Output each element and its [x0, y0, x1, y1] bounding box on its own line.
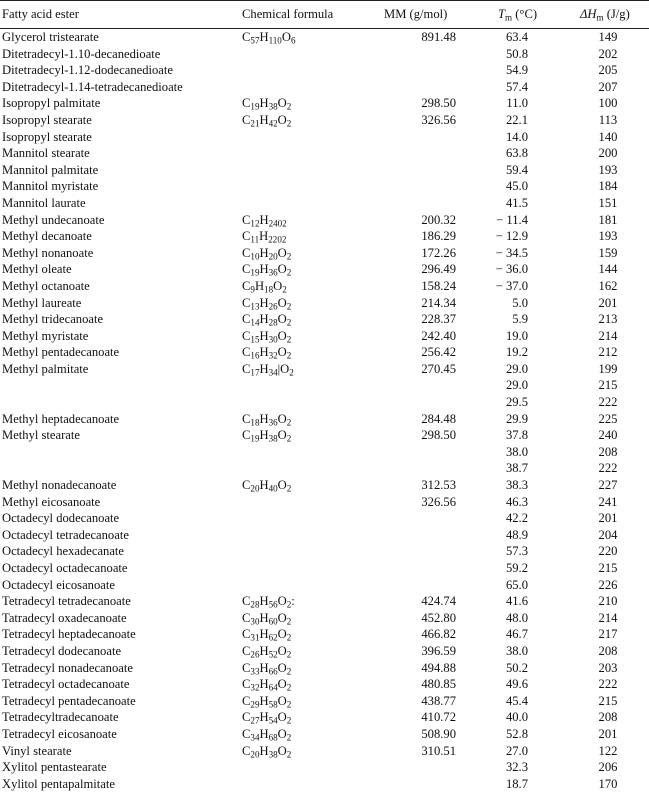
melting-temp-cell: 38.3	[505, 478, 528, 493]
enthalpy-cell: 217	[598, 627, 618, 642]
melting-temp-cell: 29.0	[505, 378, 528, 393]
molar-mass-cell: 326.56	[421, 494, 456, 509]
enthalpy-cell: 181	[598, 212, 618, 227]
formula-cell: $C_{27}H_{54}O_2$	[242, 710, 292, 726]
table-body	[0, 29, 649, 792]
enthalpy-cell: 222	[598, 677, 618, 692]
melting-temp-cell: 38.7	[505, 461, 528, 476]
ester-name-cell: Mannitol myristate	[2, 179, 99, 194]
table-row	[0, 311, 649, 328]
table-row	[0, 709, 649, 726]
table-row	[0, 245, 649, 262]
melting-temp-cell: 57.4	[505, 79, 528, 94]
ester-name-cell: Tetradecyl octadecanoate	[2, 677, 130, 692]
molar-mass-cell: 410.72	[421, 710, 456, 725]
formula-cell: $C_{20}H_{40}O_2$	[242, 478, 292, 494]
melting-temp-cell: − 36.0	[495, 262, 528, 277]
ester-name-cell: Tetradecyltradecanoate	[2, 710, 119, 725]
molar-mass-cell: 310.51	[421, 743, 456, 758]
table-row	[0, 361, 649, 378]
table-row	[0, 510, 649, 527]
ester-name-cell: Methyl myristate	[2, 328, 89, 343]
molar-mass-cell: 298.50	[421, 96, 456, 111]
table-row	[0, 726, 649, 743]
molar-mass-cell: 424.74	[421, 594, 456, 609]
molar-mass-cell: 256.42	[421, 345, 456, 360]
formula-cell: $C_{33}H_{66}O_2$	[242, 660, 292, 676]
melting-temp-cell: 18.7	[505, 776, 528, 791]
melting-temp-cell: 57.3	[505, 544, 528, 559]
formula-cell: $C_{20}H_{38}O_2$	[242, 743, 292, 759]
formula-cell: $C_{28}H_{56}O_2$:	[242, 594, 295, 610]
molar-mass-cell: 158.24	[421, 278, 456, 293]
ester-name-cell: Octadecyl hexadecanate	[2, 544, 125, 559]
molar-mass-cell: 270.45	[421, 361, 456, 376]
header-dh	[580, 1, 630, 28]
molar-mass-cell: 242.40	[421, 328, 456, 343]
header-row	[0, 1, 649, 28]
ester-name-cell: Mannitol stearate	[2, 146, 90, 161]
melting-temp-cell: 59.2	[505, 561, 528, 575]
melting-temp-cell: 40.0	[505, 710, 528, 725]
melting-temp-cell: 27.0	[505, 743, 528, 758]
enthalpy-cell: 201	[598, 295, 618, 310]
enthalpy-cell: 162	[598, 278, 618, 293]
enthalpy-cell: 222	[598, 461, 618, 476]
ester-name-cell: Methyl octanoate	[2, 278, 90, 293]
table-row	[0, 693, 649, 710]
melting-temp-cell: 29.0	[505, 361, 528, 376]
enthalpy-cell: 208	[598, 643, 618, 658]
table-row	[0, 295, 649, 312]
molar-mass-cell: 200.32	[421, 212, 456, 227]
melting-temp-cell: 63.8	[505, 146, 528, 161]
formula-cell: $C_{19}H_{38}O_2$	[242, 428, 292, 444]
enthalpy-cell: 215	[598, 693, 618, 708]
enthalpy-cell: 212	[598, 345, 618, 360]
formula-cell: $C_{21}H_{42}O_2$	[242, 112, 292, 129]
table-row	[0, 112, 649, 129]
formula-cell: $C_{11}H_{2202}$	[242, 229, 287, 245]
enthalpy-cell: 201	[598, 511, 618, 526]
melting-temp-cell: 22.1	[505, 112, 528, 127]
formula-cell: $C_{13}H_{26}O_2$	[242, 295, 292, 311]
table-row	[0, 444, 649, 461]
melting-temp-cell: 65.0	[505, 577, 528, 592]
ester-name-cell: Mannitol laurate	[2, 195, 86, 210]
ester-name-cell: Isopropyl palmitate	[2, 96, 101, 111]
formula-cell: $C_{30}H_{60}O_2$	[242, 610, 292, 627]
melting-temp-cell: − 12.9	[495, 229, 528, 244]
enthalpy-cell: 241	[598, 494, 618, 509]
formula-cell: $C_{17}H_{34}|O_2$	[242, 361, 294, 378]
ester-name-cell: Ditetradecyl-1.10-decanedioate	[2, 46, 161, 61]
ester-name-cell: Isopropyl stearate	[2, 112, 92, 127]
ester-name-cell: Xylitol pentastearate	[2, 760, 107, 775]
formula-cell: $C_{57}H_{110}O_6$	[242, 30, 296, 46]
enthalpy-cell: 227	[598, 478, 618, 493]
formula-cell: $C_{32}H_{64}O_2$	[242, 677, 292, 693]
table-row	[0, 95, 649, 112]
table-row	[0, 62, 649, 79]
table-row	[0, 328, 649, 345]
enthalpy-cell: 225	[598, 411, 618, 426]
table-row	[0, 626, 649, 643]
formula-cell: $C_{16}H_{32}O_2$	[242, 345, 292, 361]
molar-mass-cell: 186.29	[421, 229, 456, 244]
formula-cell: $C_{19}H_{36}O_2$	[242, 262, 292, 278]
melting-temp-cell: 50.8	[505, 46, 528, 61]
molar-mass-cell: 228.37	[421, 312, 456, 327]
enthalpy-cell: 200	[598, 146, 618, 161]
ester-name-cell: Methyl palmitate	[2, 361, 89, 376]
table-row	[0, 527, 649, 544]
ester-name-cell: Methyl undecanoate	[2, 212, 105, 227]
enthalpy-cell: 213	[598, 312, 618, 327]
molar-mass-cell: 214.34	[421, 295, 456, 310]
table-row	[0, 79, 649, 96]
molar-mass-cell: 508.90	[421, 726, 456, 741]
formula-cell: $C_{19}H_{38}O_2$	[242, 96, 292, 112]
ester-name-cell: Tatradecyl oxadecanoate	[2, 610, 127, 625]
melting-temp-cell: 46.7	[505, 627, 528, 642]
molar-mass-cell: 494.88	[421, 660, 456, 675]
header-tm	[498, 1, 537, 28]
ester-name-cell: Methyl eicosanoate	[2, 494, 101, 509]
molar-mass-cell: 298.50	[421, 428, 456, 443]
molar-mass-cell: 284.48	[421, 411, 456, 426]
enthalpy-cell: 144	[598, 262, 618, 277]
molar-mass-cell: 326.56	[421, 112, 456, 127]
table-row	[0, 593, 649, 610]
enthalpy-cell: 205	[598, 63, 618, 78]
ester-name-cell: Methyl decanoate	[2, 229, 92, 244]
ester-name-cell: Methyl nonanoate	[2, 245, 94, 260]
ester-name-cell: Xylitol pentapalmitate	[2, 776, 115, 791]
melting-temp-cell: 41.5	[505, 195, 528, 210]
ester-name-cell: Octadecyl dodecanoate	[2, 511, 120, 526]
melting-temp-cell: 38.0	[505, 444, 528, 459]
enthalpy-cell: 202	[598, 46, 618, 61]
table-row	[0, 195, 649, 212]
melting-temp-cell: − 34.5	[495, 245, 528, 260]
melting-temp-cell: 49.6	[505, 677, 528, 692]
table-row	[0, 460, 649, 477]
enthalpy-cell: 240	[598, 428, 618, 443]
melting-temp-cell: − 37.0	[495, 278, 528, 293]
enthalpy-cell: 113	[598, 112, 618, 127]
ester-name-cell: Methyl nonadecanoate	[2, 478, 117, 493]
formula-cell: $C_{10}H_{20}O_2$	[242, 245, 292, 261]
ester-name-cell: Methyl tridecanoate	[2, 312, 104, 327]
molar-mass-cell: 891.48	[421, 30, 456, 44]
melting-temp-cell: 52.8	[505, 726, 528, 741]
enthalpy-cell: 203	[598, 660, 618, 675]
table-row	[0, 228, 649, 245]
ester-name-cell: Octadecyl octadecanoate	[2, 561, 128, 575]
melting-temp-cell: 19.0	[505, 328, 528, 343]
molar-mass-cell: 438.77	[421, 693, 456, 708]
table-row	[0, 759, 649, 776]
ester-name-cell: Tetradecyl pentadecanoate	[2, 693, 136, 708]
table-row	[0, 46, 649, 63]
melting-temp-cell: 29.9	[505, 411, 528, 426]
melting-temp-cell: 54.9	[505, 63, 528, 78]
melting-temp-cell: 45.0	[505, 179, 528, 194]
melting-temp-cell: 37.8	[505, 428, 528, 443]
enthalpy-cell: 214	[598, 610, 618, 625]
table-row	[0, 29, 649, 46]
header-tm-symbol: T	[498, 7, 506, 21]
table-row	[0, 212, 649, 229]
table-row	[0, 494, 649, 511]
ester-name-cell: Tetradecyl nonadecanoate	[2, 660, 133, 675]
melting-temp-cell: 19.2	[505, 345, 528, 360]
formula-cell: $C_{12}H_{2402}$	[242, 212, 287, 228]
formula-cell: $C_{14}H_{28}O_2$	[242, 312, 292, 328]
ester-name-cell: Isopropyl stearate	[2, 129, 92, 144]
header-tm-subscript: m	[505, 12, 513, 23]
enthalpy-cell: 226	[598, 577, 618, 592]
table-row	[0, 610, 649, 627]
enthalpy-cell: 206	[598, 760, 618, 775]
header-formula: Chemical formula	[242, 7, 334, 21]
formula-cell: $C_{34}H_{68}O_2$	[242, 726, 292, 743]
table-row	[0, 145, 649, 162]
table-row	[0, 261, 649, 278]
enthalpy-cell: 201	[598, 726, 618, 741]
enthalpy-cell: 170	[598, 776, 618, 791]
enthalpy-cell: 215	[598, 561, 618, 575]
melting-temp-cell: 29.5	[505, 395, 528, 410]
ester-name-cell: Ditetradecyl-1.12-dodecanedioate	[2, 63, 173, 78]
melting-temp-cell: 48.0	[505, 610, 528, 625]
ester-name-cell: Tetradecyl eicosanoate	[2, 726, 117, 741]
formula-cell: $C_9H_{18}O_2$	[242, 278, 287, 295]
enthalpy-cell: 100	[598, 96, 618, 111]
table-row	[0, 743, 649, 760]
header-dh-subscript: m	[596, 12, 604, 23]
ester-name-cell: Mannitol palmitate	[2, 162, 99, 177]
melting-temp-cell: 41.6	[505, 594, 528, 609]
ester-name-cell: Octadecyl tetradecanoate	[2, 527, 129, 542]
melting-temp-cell: 11.0	[506, 96, 528, 111]
melting-temp-cell: 14.0	[505, 129, 528, 144]
ester-name-cell: Ditetradecyl-1.14-tetradecanedioate	[2, 79, 183, 94]
table-row	[0, 776, 649, 793]
formula-cell: $C_{29}H_{58}O_2$	[242, 693, 292, 710]
table-row	[0, 129, 649, 146]
ester-name-cell: Tetradecyl heptadecanoate	[2, 627, 136, 642]
table-row	[0, 178, 649, 195]
ester-name-cell: Glycerol tristearate	[2, 30, 99, 44]
enthalpy-cell: 222	[598, 395, 618, 410]
enthalpy-cell: 140	[598, 129, 618, 144]
header-mm: MM (g/mol)	[384, 7, 448, 21]
table-row	[0, 477, 649, 494]
enthalpy-cell: 207	[598, 79, 618, 94]
melting-temp-cell: 45.4	[505, 693, 528, 708]
melting-temp-cell: 5.9	[512, 312, 528, 327]
enthalpy-cell: 208	[598, 444, 618, 459]
molar-mass-cell: 480.85	[421, 677, 456, 692]
enthalpy-cell: 214	[598, 328, 618, 343]
melting-temp-cell: 50.2	[505, 660, 528, 675]
enthalpy-cell: 149	[598, 30, 618, 44]
ester-name-cell: Methyl stearate	[2, 428, 80, 443]
table-row	[0, 560, 649, 577]
melting-temp-cell: 59.4	[505, 162, 528, 177]
table-row	[0, 394, 649, 411]
ester-name-cell: Vinyl stearate	[2, 743, 72, 758]
ester-name-cell: Octadecyl eicosanoate	[2, 577, 115, 592]
enthalpy-cell: 204	[598, 527, 618, 542]
formula-cell: $C_{18}H_{36}O_2$	[242, 411, 292, 427]
enthalpy-cell: 193	[598, 229, 618, 244]
table-row	[0, 660, 649, 677]
enthalpy-cell: 122	[598, 743, 618, 758]
enthalpy-cell: 215	[598, 378, 618, 393]
molar-mass-cell: 396.59	[421, 643, 456, 658]
formula-cell: $C_{15}H_{30}O_2$	[242, 328, 292, 344]
melting-temp-cell: 46.3	[505, 494, 528, 509]
enthalpy-cell: 199	[598, 361, 618, 376]
table-row	[0, 577, 649, 594]
table-row	[0, 377, 649, 394]
formula-cell: $C_{26}H_{52}O_2$	[242, 643, 292, 660]
enthalpy-cell: 210	[598, 594, 618, 609]
ester-name-cell: Tetradecyl tetradecanoate	[2, 594, 131, 609]
melting-temp-cell: 32.3	[505, 760, 528, 775]
table-row	[0, 543, 649, 560]
formula-cell: $C_{31}H_{62}O_2$	[242, 627, 292, 643]
enthalpy-cell: 193	[598, 162, 618, 177]
ester-name-cell: Methyl laureate	[2, 295, 82, 310]
melting-temp-cell: 42.2	[505, 511, 528, 526]
melting-temp-cell: 38.0	[505, 643, 528, 658]
table-row	[0, 676, 649, 693]
ester-name-cell: Methyl oleate	[2, 262, 72, 277]
table-row	[0, 411, 649, 428]
molar-mass-cell: 466.82	[421, 627, 456, 642]
table-row	[0, 427, 649, 444]
molar-mass-cell: 296.49	[421, 262, 456, 277]
table-row	[0, 344, 649, 361]
melting-temp-cell: 63.4	[505, 30, 528, 44]
header-dh-symbol: ΔH	[580, 7, 597, 21]
ester-name-cell: Methyl pentadecanoate	[2, 345, 120, 360]
enthalpy-cell: 151	[598, 195, 618, 210]
enthalpy-cell: 220	[598, 544, 618, 559]
ester-name-cell: Methyl heptadecanoate	[2, 411, 120, 426]
molar-mass-cell: 452.80	[421, 610, 456, 625]
molar-mass-cell: 312.53	[421, 478, 456, 493]
header-dh-unit: (J/g)	[603, 7, 630, 21]
melting-temp-cell: − 11.4	[496, 212, 528, 227]
header-name: Fatty acid ester	[2, 7, 79, 21]
enthalpy-cell: 208	[598, 710, 618, 725]
melting-temp-cell: 48.9	[505, 527, 528, 542]
header-tm-unit: (°C)	[512, 7, 538, 21]
table-row	[0, 643, 649, 660]
ester-name-cell: Tetradecyl dodecanoate	[2, 643, 122, 658]
melting-temp-cell: 5.0	[512, 295, 528, 310]
molar-mass-cell: 172.26	[421, 245, 456, 260]
table-row	[0, 278, 649, 295]
table-row	[0, 162, 649, 179]
enthalpy-cell: 159	[598, 245, 618, 260]
enthalpy-cell: 184	[598, 179, 618, 194]
